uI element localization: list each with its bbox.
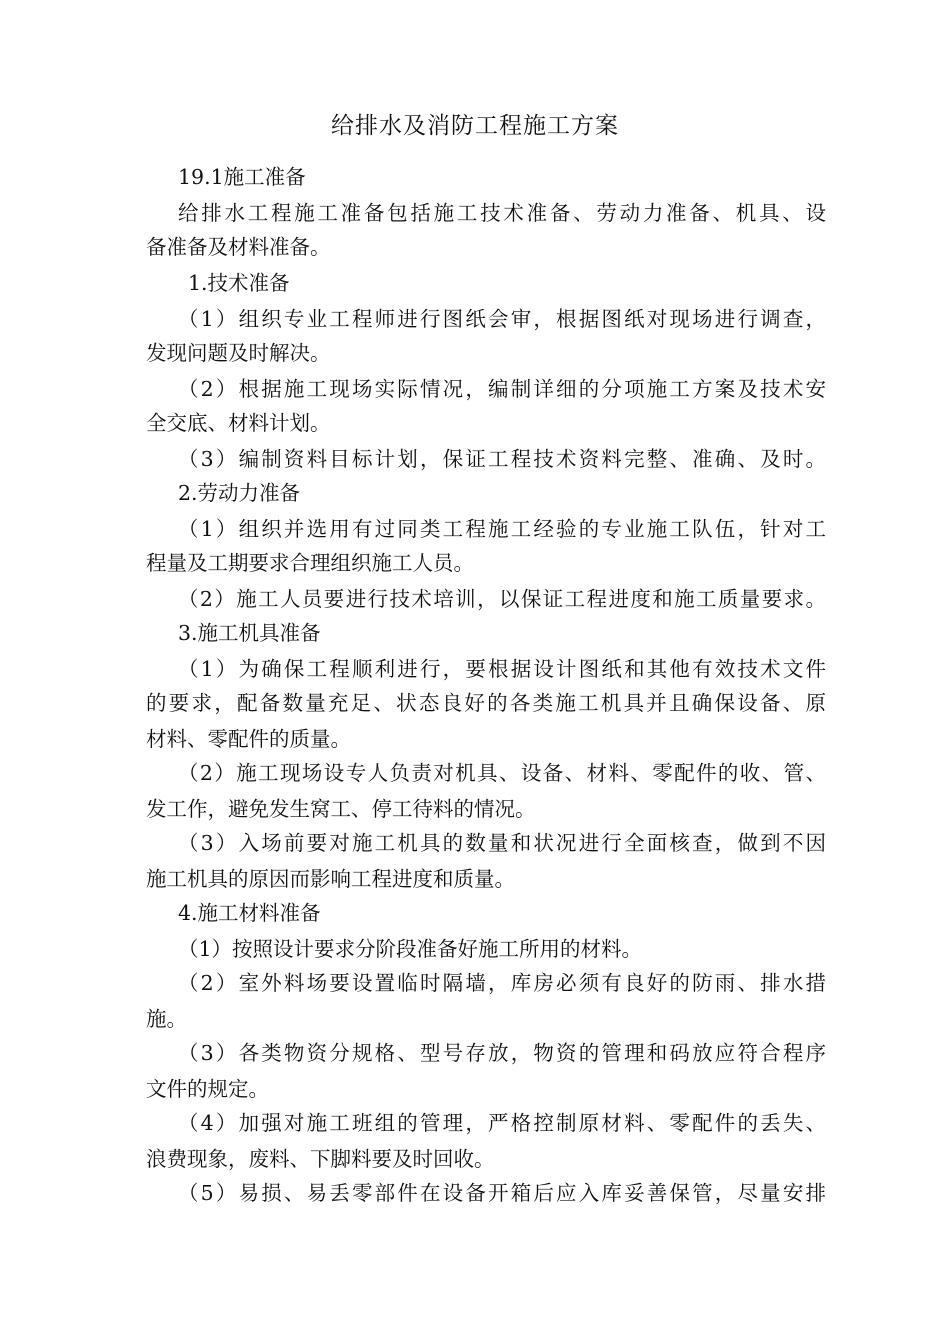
- paragraph-line: 文件的规定。: [146, 1077, 269, 1101]
- subsection-heading: 1.技术准备: [188, 271, 290, 295]
- paragraph-line: （2）室外料场要设置临时隔墙，库房必须有良好的防雨、排水措: [178, 971, 826, 995]
- document-title: 给排水及消防工程施工方案: [331, 113, 619, 139]
- paragraph-line: 发现问题及时解决。: [146, 341, 331, 365]
- paragraph-line: 施工机具的原因而影响工程进度和质量。: [146, 867, 515, 891]
- paragraph-line: 全交底、材料计划。: [146, 411, 331, 435]
- subsection-heading: 2.劳动力准备: [178, 481, 301, 505]
- paragraph-line: （3）各类物资分规格、型号存放，物资的管理和码放应符合程序: [178, 1041, 826, 1065]
- paragraph-line: （2）施工现场设专人负责对机具、设备、材料、零配件的收、管、: [178, 761, 826, 785]
- paragraph-line: （3）入场前要对施工机具的数量和状况进行全面核查，做到不因: [178, 831, 826, 855]
- paragraph-line: （2）根据施工现场实际情况，编制详细的分项施工方案及技术安: [178, 377, 826, 401]
- subsection-heading: 4.施工材料准备: [178, 901, 321, 925]
- paragraph-line: 施。: [146, 1007, 187, 1031]
- paragraph-line: 浪费现象，废料、下脚料要及时回收。: [146, 1147, 495, 1171]
- paragraph-line: （3）编制资料目标计划，保证工程技术资料完整、准确、及时。: [178, 447, 826, 471]
- paragraph-line: （1）组织专业工程师进行图纸会审，根据图纸对现场进行调查，: [178, 307, 826, 331]
- paragraph-line: 材料、零配件的质量。: [146, 727, 351, 751]
- paragraph-line: （1）按照设计要求分阶段准备好施工所用的材料。: [178, 937, 643, 961]
- paragraph-line: 发工作，避免发生窝工、停工待料的情况。: [146, 797, 536, 821]
- paragraph-line: 的要求，配备数量充足、状态良好的各类施工机具并且确保设备、原: [146, 691, 826, 715]
- paragraph-line: 程量及工期要求合理组织施工人员。: [146, 551, 474, 575]
- paragraph-line: 备准备及材料准备。: [146, 235, 331, 259]
- subsection-heading: 3.施工机具准备: [178, 621, 321, 645]
- paragraph-line: （4）加强对施工班组的管理，严格控制原材料、零配件的丢失、: [178, 1111, 826, 1135]
- section-heading: 19.1施工准备: [178, 165, 306, 189]
- paragraph-line: （1）组织并选用有过同类工程施工经验的专业施工队伍，针对工: [178, 517, 826, 541]
- paragraph-line: （5）易损、易丢零部件在设备开箱后应入库妥善保管，尽量安排: [178, 1181, 826, 1205]
- paragraph-line: （1）为确保工程顺利进行，要根据设计图纸和其他有效技术文件: [178, 657, 826, 681]
- paragraph-line: 给排水工程施工准备包括施工技术准备、劳动力准备、机具、设: [178, 201, 826, 225]
- paragraph-line: （2）施工人员要进行技术培训，以保证工程进度和施工质量要求。: [178, 587, 826, 611]
